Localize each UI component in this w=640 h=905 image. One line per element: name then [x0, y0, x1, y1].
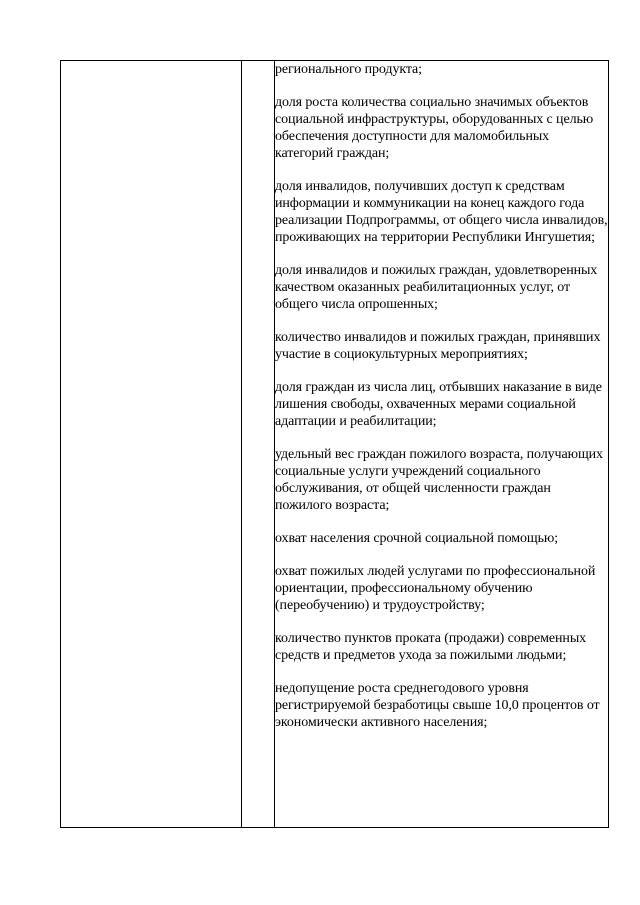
paragraph: доля инвалидов, получивших доступ к средствам информации и коммуникации на конец каждого года реализации Подпрограммы, от общего числа инвалидов, проживающих на территории Республики Ингушетия; [275, 179, 608, 245]
table-cell-empty-middle [242, 61, 275, 828]
paragraph: доля роста количества социально значимых объектов социальной инфраструктуры, оборудованных с целью обеспечения доступности для маломобильных категорий граждан; [275, 95, 594, 161]
table-cell-indicators [275, 61, 609, 828]
paragraph: доля граждан из числа лиц, отбывших наказание в виде лишения свободы, охваченных мерами социальной адаптации и реабилитации; [275, 380, 602, 429]
paragraph: доля инвалидов и пожилых граждан, удовлетворенных качеством оказанных реабилитационных услуг, от общего числа опрошенных; [275, 263, 598, 312]
paragraph: охват населения срочной социальной помощью; [275, 531, 559, 546]
paragraph: недопущение роста среднегодового уровня регистрируемой безработицы свыше 10,0 процентов от экономически активного населения; [275, 681, 600, 730]
paragraph: охват пожилых людей услугами по профессиональной ориентации, профессиональному обучению (переобучению) и трудоустройству; [275, 564, 596, 613]
paragraph: удельный вес граждан пожилого возраста, получающих социальные услуги учреждений социального обслуживания, от общей численности граждан пожилого возраста; [275, 447, 603, 513]
table-cell-empty-left [61, 61, 242, 828]
document-table [60, 60, 609, 828]
paragraph: количество инвалидов и пожилых граждан, принявших участие в социокультурных мероприятиях; [275, 330, 601, 362]
paragraph: регионального продукта; [275, 62, 422, 77]
table-row [61, 61, 609, 828]
paragraph: количество пунктов проката (продажи) современных средств и предметов ухода за пожилыми людьми; [275, 631, 587, 663]
